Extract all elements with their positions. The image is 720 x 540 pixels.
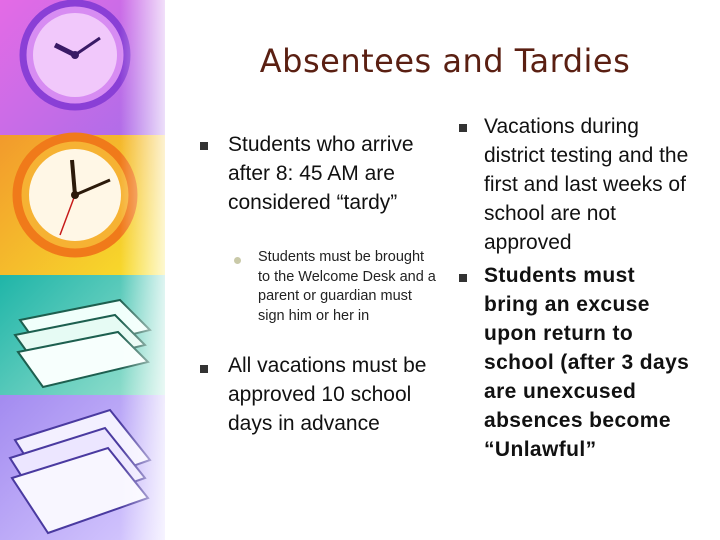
bullet-text: Students who arrive after 8: 45 AM are considered “tardy” [228, 133, 414, 214]
clock-image [23, 3, 127, 107]
square-bullet [200, 142, 208, 150]
bullet-text-bold: Students must bring an excuse upon return to school (after 3 days are unexcused absences become “Unlawful” [484, 264, 690, 461]
clock-image [17, 137, 133, 253]
slide-title: Absentees and Tardies [259, 42, 631, 80]
strip-fade [120, 0, 190, 540]
bullet-text: All vacations must be approved 10 school days in advance [228, 354, 427, 435]
sub-bullet-text: Students must be brought to the Welcome Desk and a parent or guardian must sign him or her in [258, 249, 436, 324]
square-bullet [459, 274, 467, 282]
square-bullet [459, 124, 467, 132]
round-bullet [234, 257, 241, 264]
bullet-text: Vacations during district testing and the first and last weeks of school are not approved [484, 115, 689, 254]
square-bullet [200, 365, 208, 373]
